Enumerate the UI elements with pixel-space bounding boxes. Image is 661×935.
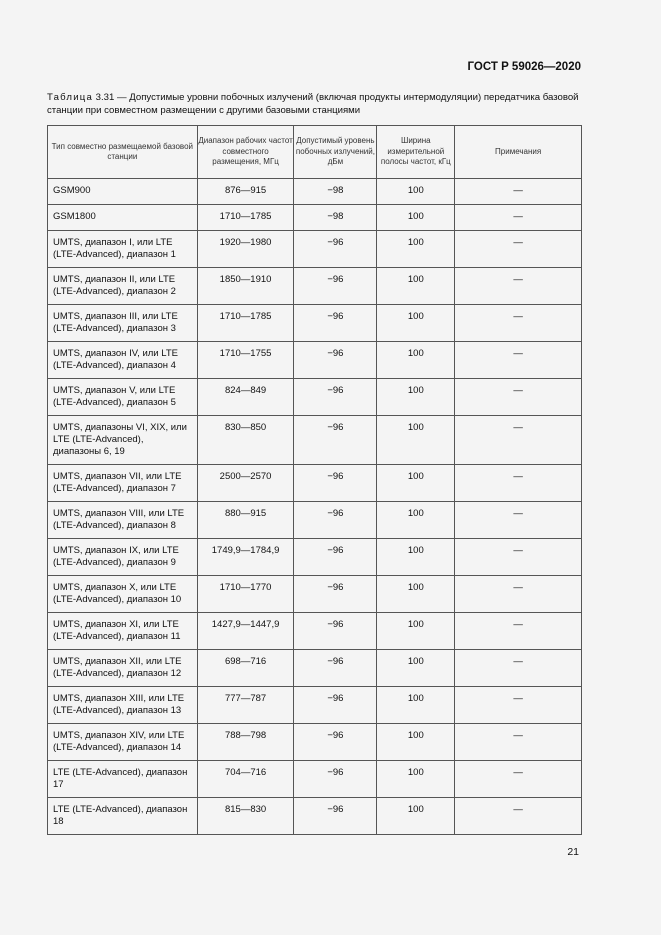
cell-emission-level: −96: [294, 761, 377, 798]
table-row: [48, 231, 582, 268]
cell-station-type: GSM900: [48, 179, 198, 205]
table-caption: [47, 92, 587, 117]
cell-station-type: UMTS, диапазон XIII, или LTE (LTE-Advanced), диапазон 13: [48, 687, 198, 724]
cell-station-type: UMTS, диапазон XIV, или LTE (LTE-Advanced), диапазон 14: [48, 724, 198, 761]
cell-bandwidth: 100: [377, 379, 455, 416]
cell-frequency-range: 1850—1910: [197, 268, 294, 305]
cell-notes: —: [455, 231, 582, 268]
cell-emission-level: −96: [294, 305, 377, 342]
cell-notes: —: [455, 502, 582, 539]
header-notes: Примечания: [455, 126, 582, 179]
cell-bandwidth: 100: [377, 205, 455, 231]
header-frequency-range: Диапазон рабочих частот совместного размещения, МГц: [197, 126, 294, 179]
cell-bandwidth: 100: [377, 687, 455, 724]
table-row: [48, 798, 582, 835]
cell-notes: —: [455, 205, 582, 231]
cell-notes: —: [455, 179, 582, 205]
cell-station-type: UMTS, диапазон V, или LTE (LTE-Advanced), диапазон 5: [48, 379, 198, 416]
cell-station-type: UMTS, диапазон VII, или LTE (LTE-Advanced), диапазон 7: [48, 465, 198, 502]
cell-notes: —: [455, 724, 582, 761]
table-header-row: [48, 126, 582, 179]
table-row: [48, 502, 582, 539]
header-emission-level: Допустимый уровень побочных излучений, дБм: [294, 126, 377, 179]
cell-bandwidth: 100: [377, 798, 455, 835]
cell-emission-level: −98: [294, 205, 377, 231]
cell-frequency-range: 788—798: [197, 724, 294, 761]
table-caption-text: 3.31 — Допустимые уровни побочных излучений (включая продукты интермодуляции) передатчика базовой станции при совместном размещении с другими базовыми станциями: [47, 92, 579, 116]
cell-notes: —: [455, 761, 582, 798]
table-row: [48, 539, 582, 576]
cell-emission-level: −98: [294, 179, 377, 205]
cell-emission-level: −96: [294, 342, 377, 379]
cell-bandwidth: 100: [377, 539, 455, 576]
table-row: [48, 465, 582, 502]
cell-station-type: LTE (LTE-Advanced), диапазон 17: [48, 761, 198, 798]
table-caption-label: Таблица: [47, 92, 94, 103]
cell-frequency-range: 880—915: [197, 502, 294, 539]
table-row: [48, 613, 582, 650]
cell-emission-level: −96: [294, 231, 377, 268]
cell-emission-level: −96: [294, 416, 377, 465]
cell-bandwidth: 100: [377, 613, 455, 650]
cell-station-type: LTE (LTE-Advanced), диапазон 18: [48, 798, 198, 835]
header-bandwidth: Ширина измерительной полосы частот, кГц: [377, 126, 455, 179]
cell-notes: —: [455, 613, 582, 650]
cell-emission-level: −96: [294, 576, 377, 613]
table-row: [48, 650, 582, 687]
table-row: [48, 268, 582, 305]
cell-bandwidth: 100: [377, 761, 455, 798]
header-station-type: Тип совместно размещаемой базовой станции: [48, 126, 198, 179]
cell-emission-level: −96: [294, 613, 377, 650]
emissions-table: [47, 125, 582, 835]
cell-emission-level: −96: [294, 502, 377, 539]
cell-notes: —: [455, 687, 582, 724]
cell-bandwidth: 100: [377, 416, 455, 465]
cell-notes: —: [455, 576, 582, 613]
cell-bandwidth: 100: [377, 342, 455, 379]
cell-frequency-range: 824—849: [197, 379, 294, 416]
cell-frequency-range: 777—787: [197, 687, 294, 724]
cell-bandwidth: 100: [377, 576, 455, 613]
cell-notes: —: [455, 379, 582, 416]
cell-bandwidth: 100: [377, 268, 455, 305]
cell-station-type: UMTS, диапазон VIII, или LTE (LTE-Advanced), диапазон 8: [48, 502, 198, 539]
document-standard-title: ГОСТ Р 59026—2020: [467, 61, 581, 73]
table-row: [48, 342, 582, 379]
table-row: [48, 576, 582, 613]
cell-emission-level: −96: [294, 268, 377, 305]
table-row: [48, 205, 582, 231]
cell-frequency-range: 876—915: [197, 179, 294, 205]
table-row: [48, 305, 582, 342]
cell-emission-level: −96: [294, 650, 377, 687]
cell-emission-level: −96: [294, 687, 377, 724]
cell-bandwidth: 100: [377, 305, 455, 342]
cell-emission-level: −96: [294, 379, 377, 416]
cell-station-type: GSM1800: [48, 205, 198, 231]
cell-notes: —: [455, 539, 582, 576]
cell-notes: —: [455, 268, 582, 305]
table-row: [48, 416, 582, 465]
cell-station-type: UMTS, диапазон IV, или LTE (LTE-Advanced), диапазон 4: [48, 342, 198, 379]
cell-frequency-range: 2500—2570: [197, 465, 294, 502]
cell-emission-level: −96: [294, 465, 377, 502]
cell-notes: —: [455, 465, 582, 502]
cell-frequency-range: 1710—1770: [197, 576, 294, 613]
cell-frequency-range: 1427,9—1447,9: [197, 613, 294, 650]
cell-frequency-range: 1749,9—1784,9: [197, 539, 294, 576]
cell-notes: —: [455, 650, 582, 687]
table-row: [48, 179, 582, 205]
cell-bandwidth: 100: [377, 179, 455, 205]
cell-station-type: UMTS, диапазон XII, или LTE (LTE-Advanced), диапазон 12: [48, 650, 198, 687]
cell-frequency-range: 1920—1980: [197, 231, 294, 268]
cell-frequency-range: 1710—1785: [197, 205, 294, 231]
table-row: [48, 761, 582, 798]
cell-station-type: UMTS, диапазон IX, или LTE (LTE-Advanced), диапазон 9: [48, 539, 198, 576]
cell-frequency-range: 830—850: [197, 416, 294, 465]
cell-notes: —: [455, 342, 582, 379]
cell-bandwidth: 100: [377, 465, 455, 502]
cell-station-type: UMTS, диапазон III, или LTE (LTE-Advanced), диапазон 3: [48, 305, 198, 342]
cell-station-type: UMTS, диапазон X, или LTE (LTE-Advanced), диапазон 10: [48, 576, 198, 613]
cell-bandwidth: 100: [377, 724, 455, 761]
table-row: [48, 687, 582, 724]
cell-frequency-range: 1710—1785: [197, 305, 294, 342]
cell-notes: —: [455, 416, 582, 465]
cell-frequency-range: 815—830: [197, 798, 294, 835]
cell-station-type: UMTS, диапазон II, или LTE (LTE-Advanced), диапазон 2: [48, 268, 198, 305]
table-row: [48, 724, 582, 761]
cell-frequency-range: 698—716: [197, 650, 294, 687]
cell-frequency-range: 704—716: [197, 761, 294, 798]
cell-bandwidth: 100: [377, 502, 455, 539]
cell-bandwidth: 100: [377, 231, 455, 268]
cell-emission-level: −96: [294, 539, 377, 576]
cell-station-type: UMTS, диапазон I, или LTE (LTE-Advanced), диапазон 1: [48, 231, 198, 268]
table-body: [48, 179, 582, 835]
cell-emission-level: −96: [294, 724, 377, 761]
cell-emission-level: −96: [294, 798, 377, 835]
page-number: 21: [567, 846, 579, 858]
cell-notes: —: [455, 305, 582, 342]
cell-station-type: UMTS, диапазон XI, или LTE (LTE-Advanced), диапазон 11: [48, 613, 198, 650]
cell-bandwidth: 100: [377, 650, 455, 687]
cell-notes: —: [455, 798, 582, 835]
cell-frequency-range: 1710—1755: [197, 342, 294, 379]
table-row: [48, 379, 582, 416]
cell-station-type: UMTS, диапазоны VI, XIX, или LTE (LTE-Advanced), диапазоны 6, 19: [48, 416, 198, 465]
